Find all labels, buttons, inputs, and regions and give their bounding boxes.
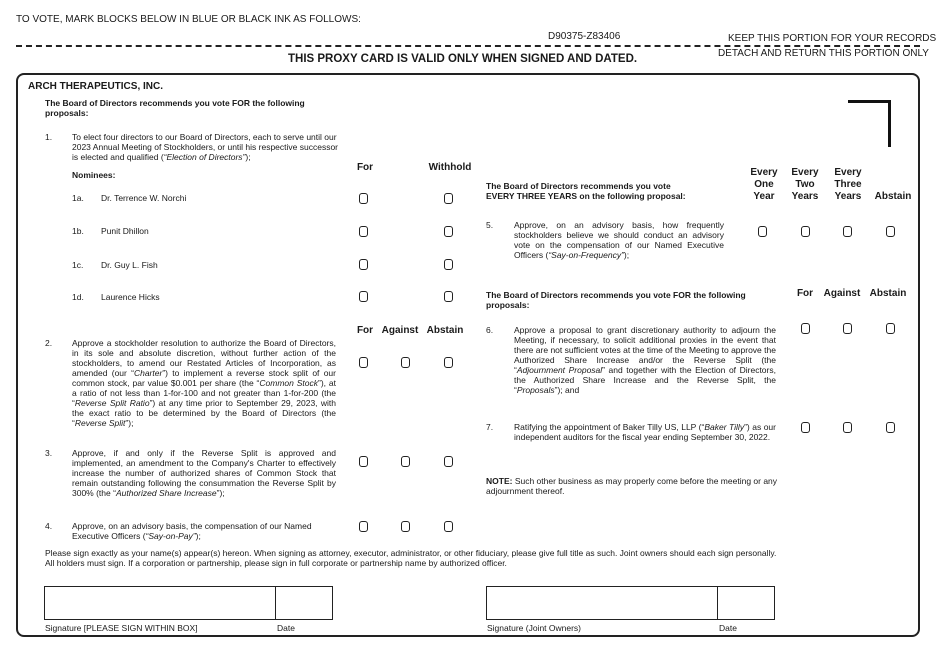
proposal-5-abstain-checkbox[interactable] bbox=[886, 226, 895, 237]
proposal-7-number: 7. bbox=[486, 422, 494, 432]
proposal-3-for-checkbox[interactable] bbox=[359, 456, 368, 467]
column-against-3: Against bbox=[823, 288, 861, 299]
detach-return-label: DETACH AND RETURN THIS PORTION ONLY bbox=[718, 48, 929, 59]
column-every-two-years: Every Two Years bbox=[791, 167, 819, 202]
column-for: For bbox=[356, 162, 374, 173]
proposal-6-for-checkbox[interactable] bbox=[801, 323, 810, 334]
control-number: D90375-Z83406 bbox=[548, 31, 621, 42]
nominee-1a-number: 1a. bbox=[72, 193, 84, 203]
joint-date-input[interactable] bbox=[717, 586, 775, 620]
nominee-1c-withhold-checkbox[interactable] bbox=[444, 259, 453, 270]
nominee-1b-for-checkbox[interactable] bbox=[359, 226, 368, 237]
registration-mark-icon bbox=[848, 100, 891, 147]
proposal-6-number: 6. bbox=[486, 325, 494, 335]
board-recommendation-2: The Board of Directors recommends you vote FOR the following proposals: bbox=[486, 290, 746, 310]
proposal-5-text: Approve, on an advisory basis, how frequently stockholders believe we should conduct an advisory vote on the compensation of our Named Executive Officers (“Say-on-Frequency”); bbox=[514, 220, 724, 260]
proposal-3-text: Approve, if and only if the Reverse Split is approved and implemented, an amendment to the Company's Charter to effectively increase the number of authorized shares of Common Stock that remain outstanding following the consummation the Reverse Split by 300% (the “Authorized Share Increase”); bbox=[72, 448, 336, 498]
joint-signature-label: Signature (Joint Owners) bbox=[487, 623, 582, 633]
column-every-three-years: Every Three Years bbox=[834, 167, 862, 202]
proposal-6-against-checkbox[interactable] bbox=[843, 323, 852, 334]
proposal-2-text: Approve a stockholder resolution to authorize the Board of Directors, in its sole and absolute discretion, without further action of the stockholders, to amend our Restated Articles of Incorporation, as amended (our “Charter”) to implement a reverse stock split of our common stock, par value $0.001 per share (the “Common Stock”), at a ratio of not less than 1-for-100 and not greater than 1-for-200 (the “Reverse Split Ratio”) at any time prior to September 29, 2023, with the exact ratio to be determined by the Board of Directors (the “Reverse Split”); bbox=[72, 338, 336, 428]
proposal-3-against-checkbox[interactable] bbox=[401, 456, 410, 467]
nominee-1c-for-checkbox[interactable] bbox=[359, 259, 368, 270]
proposal-3-number: 3. bbox=[45, 448, 53, 458]
proposal-6-abstain-checkbox[interactable] bbox=[886, 323, 895, 334]
proposal-4-against-checkbox[interactable] bbox=[401, 521, 410, 532]
proposal-5-number: 5. bbox=[486, 220, 494, 230]
proposal-3-abstain-checkbox[interactable] bbox=[444, 456, 453, 467]
date-label: Date bbox=[277, 623, 295, 633]
proposal-7-text: Ratifying the appointment of Baker Tilly US, LLP (“Baker Tilly”) as our independent auditors for the fiscal year ending September 30, 2022. bbox=[514, 422, 776, 442]
proposal-5-two-years-checkbox[interactable] bbox=[801, 226, 810, 237]
nominee-1d-for-checkbox[interactable] bbox=[359, 291, 368, 302]
proposal-5-one-year-checkbox[interactable] bbox=[758, 226, 767, 237]
column-for-2: For bbox=[356, 325, 374, 336]
proposal-1-number: 1. bbox=[45, 132, 53, 142]
nominees-label: Nominees: bbox=[72, 170, 116, 180]
joint-signature-input[interactable] bbox=[486, 586, 718, 620]
company-name: ARCH THERAPEUTICS, INC. bbox=[28, 81, 164, 92]
proposal-6-text: Approve a proposal to grant discretionary authority to adjourn the Meeting, if necessary, to solicit additional proxies in the event that there are not sufficient votes at the time of the Meeting to approve the Authorized Share Increase and/or the Reverse Split (the “Adjournment Proposal” and together with the Election of Directors, the Authorized Share Increase and the Reverse Split, the “Proposals”); and bbox=[514, 325, 776, 395]
column-abstain-3: Abstain bbox=[869, 288, 907, 299]
nominee-1b-withhold-checkbox[interactable] bbox=[444, 226, 453, 237]
proposal-7-against-checkbox[interactable] bbox=[843, 422, 852, 433]
nominee-1c-name: Dr. Guy L. Fish bbox=[101, 260, 158, 270]
proposal-5-three-years-checkbox[interactable] bbox=[843, 226, 852, 237]
nominee-1d-number: 1d. bbox=[72, 292, 84, 302]
column-for-3: For bbox=[796, 288, 814, 299]
column-abstain-2: Abstain bbox=[426, 325, 464, 336]
proposal-4-for-checkbox[interactable] bbox=[359, 521, 368, 532]
frequency-recommendation: The Board of Directors recommends you vote EVERY THREE YEARS on the following proposal: bbox=[486, 181, 686, 201]
note-text: NOTE: Such other business as may properly come before the meeting or any adjournment thereof. bbox=[486, 476, 778, 496]
column-abstain-frequency: Abstain bbox=[874, 191, 912, 202]
proposal-7-abstain-checkbox[interactable] bbox=[886, 422, 895, 433]
column-against-2: Against bbox=[381, 325, 419, 336]
signature-label: Signature [PLEASE SIGN WITHIN BOX] bbox=[45, 623, 198, 633]
proposal-2-abstain-checkbox[interactable] bbox=[444, 357, 453, 368]
nominee-1a-withhold-checkbox[interactable] bbox=[444, 193, 453, 204]
nominee-1d-withhold-checkbox[interactable] bbox=[444, 291, 453, 302]
signature-input[interactable] bbox=[44, 586, 276, 620]
detach-line bbox=[16, 45, 920, 47]
column-every-one-year: Every One Year bbox=[750, 167, 778, 202]
joint-date-label: Date bbox=[719, 623, 737, 633]
nominee-1b-name: Punit Dhillon bbox=[101, 226, 149, 236]
proposal-2-number: 2. bbox=[45, 338, 53, 348]
signing-instructions: Please sign exactly as your name(s) appear(s) hereon. When signing as attorney, executor, administrator, or other fiduciary, please give full title as such. Joint owners should each sign personally. All holders must sign. If a corporation or partnership, please sign in full corporate or partnership name by authorized officer. bbox=[45, 548, 777, 568]
nominee-1d-name: Laurence Hicks bbox=[101, 292, 160, 302]
proposal-4-abstain-checkbox[interactable] bbox=[444, 521, 453, 532]
date-input[interactable] bbox=[275, 586, 333, 620]
valid-notice: THIS PROXY CARD IS VALID ONLY WHEN SIGNED AND DATED. bbox=[288, 53, 638, 65]
board-recommendation: The Board of Directors recommends you vote FOR the following proposals: bbox=[45, 98, 305, 118]
proposal-4-number: 4. bbox=[45, 521, 53, 531]
proposal-7-for-checkbox[interactable] bbox=[801, 422, 810, 433]
column-withhold: Withhold bbox=[428, 162, 472, 173]
nominee-1a-for-checkbox[interactable] bbox=[359, 193, 368, 204]
proposal-2-against-checkbox[interactable] bbox=[401, 357, 410, 368]
nominee-1c-number: 1c. bbox=[72, 260, 84, 270]
keep-portion-label: KEEP THIS PORTION FOR YOUR RECORDS bbox=[728, 33, 937, 44]
nominee-1b-number: 1b. bbox=[72, 226, 84, 236]
nominee-1a-name: Dr. Terrence W. Norchi bbox=[101, 193, 187, 203]
proposal-2-for-checkbox[interactable] bbox=[359, 357, 368, 368]
vote-instructions: TO VOTE, MARK BLOCKS BELOW IN BLUE OR BLACK INK AS FOLLOWS: bbox=[16, 14, 361, 25]
proposal-4-text: Approve, on an advisory basis, the compensation of our Named Executive Officers (“Say-on-Pay”); bbox=[72, 521, 312, 541]
proposal-1-text: To elect four directors to our Board of Directors, each to serve until our 2023 Annual Meeting of Stockholders, or until his respective successor is elected and qualified (“Election of Directors”); bbox=[72, 132, 339, 162]
